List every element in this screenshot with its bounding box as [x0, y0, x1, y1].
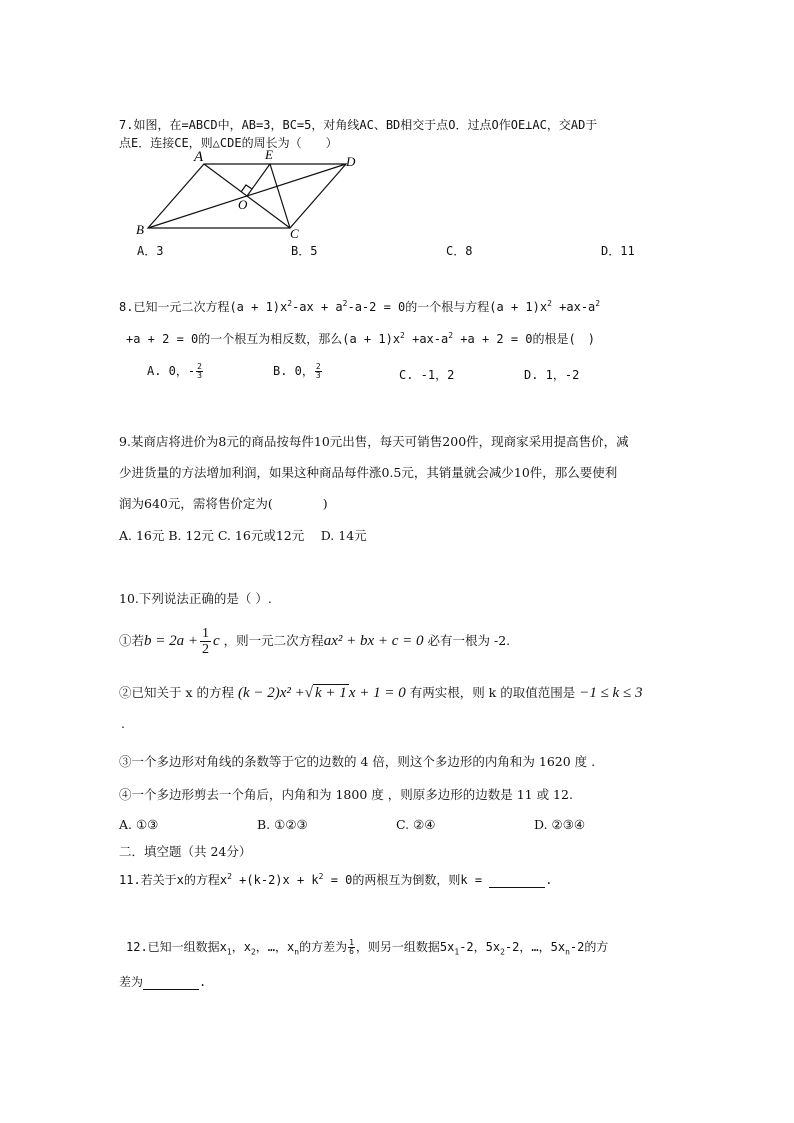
q12-line1: 12.已知一组数据$x_1$，$x_2$，…，$x_n$的方差为 $\frac{1}{6}$ ，则另一组数据$5x_1-2$，$5x_2-2$，…，$5x_n-2$的方	[126, 938, 609, 957]
q12-answer-blank[interactable]	[143, 975, 199, 990]
q7-text-line2: 点E．连接CE，则△CDE的周长为（ ）	[119, 136, 338, 150]
q8-option-b[interactable]: B. 0， $\frac{2}{3}$	[273, 362, 321, 380]
label-o: O	[238, 197, 248, 212]
q7-option-c[interactable]: C．8	[446, 244, 473, 258]
q10-option-a[interactable]: A. ①③	[119, 817, 159, 832]
q9-line2: 少进货量的方法增加利润，如果这种商品每件涨0.5元，其销量就会减少10件，那么要使利	[119, 465, 618, 480]
q7-option-d[interactable]: D．11	[601, 244, 635, 258]
section-title-fill-in: 二．填空题（共 24分）	[119, 844, 252, 859]
q10-statement-4: ④一个多边形剪去一个角后，内角和为 1800 度 ，则原多边形的边数是 11 或 12.	[119, 787, 573, 802]
q8-line1: 8.已知一元二次方程$(a + 1)x^2-ax + a^2-a-2 = 0$的一个根与方程$(a + 1)x^2 +ax-a^2$	[119, 299, 601, 314]
q8-option-d[interactable]: D. 1，-2	[524, 368, 580, 382]
segment-ce	[270, 164, 290, 228]
label-a: A	[194, 149, 204, 165]
q10-option-b[interactable]: B. ①②③	[257, 817, 308, 832]
q7-text-line1: 7.如图，在=ABCD中，AB=3，BC=5，对角线AC、BD相交于点O．过点O作OE⊥AC，交AD于	[119, 118, 598, 132]
label-d: D	[346, 154, 356, 169]
q10-statement-3: ③一个多边形对角线的条数等于它的边数的 4 倍，则这个多边形的内角和为 1620 度 .	[119, 754, 596, 769]
q11-answer-blank[interactable]	[489, 873, 545, 888]
q8-line2: +a + 2 = 0的一个根互为相反数，那么$(a + 1)x^2 +ax-a^2 +a + 2 = 0$的根是( )	[126, 331, 595, 346]
q8-option-c[interactable]: C. -1，2	[399, 368, 455, 382]
q10-statement-2: ②已知关于 x 的方程 (k − 2)x² +√ k + 1 x + 1 = 0 有两实根，则 k 的取值范围是 −1 ≤ k ≤ 3	[119, 685, 643, 701]
q7-option-b[interactable]: B．5	[291, 244, 318, 258]
q10-statement-1: ①若b = 2a + $\frac{1}{2}$ c ，则一元二次方程ax² + bx + c = 0 必有一根为 -2.	[119, 626, 511, 657]
q9-line1: 9.某商店将进价为8元的商品按每件10元出售，每天可销售200件，现商家采用提高售价，减	[119, 434, 629, 449]
q11-text: 11.若关于x的方程$x^2 +(k-2)x + k^2 = 0$的两根互为倒数，则k = .	[119, 872, 553, 887]
label-e: E	[265, 148, 273, 162]
q12-line2: 差为 .	[119, 975, 207, 989]
q7-option-a[interactable]: A．3	[137, 244, 164, 258]
q10-option-d[interactable]: D. ②③④	[534, 817, 586, 832]
segment-oe	[247, 164, 270, 196]
q10-statement-2-dot: .	[121, 716, 125, 731]
q9-line3: 润为640元，需将售价定为( )	[119, 496, 328, 511]
label-b: B	[136, 222, 144, 237]
label-c: C	[290, 226, 299, 240]
q8-option-a[interactable]: A. 0，- $\frac{2}{3}$	[147, 362, 202, 380]
q10-option-c[interactable]: C. ②④	[396, 817, 436, 832]
q10-title: 10.下列说法正确的是（ ）.	[119, 591, 272, 606]
q9-options[interactable]: A. 16元 B. 12元 C. 16元或12元 D. 14元	[119, 528, 367, 543]
parallelogram-figure	[130, 148, 370, 240]
